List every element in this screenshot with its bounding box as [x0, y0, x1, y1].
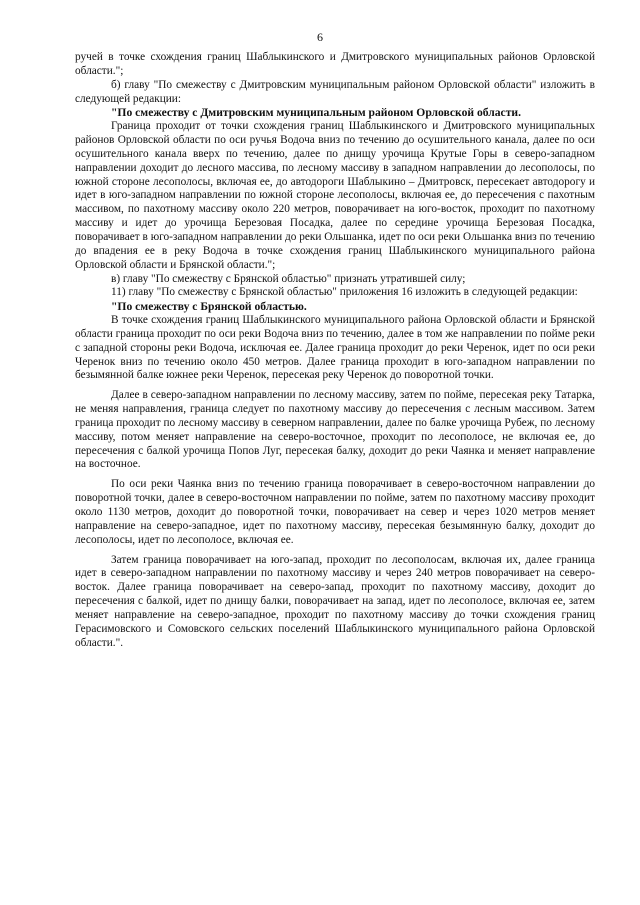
page-number: 6 [317, 30, 323, 44]
paragraph-bryansk-border-1: В точке схождения границ Шаблыкинского муниципального района Орловской области и Брянской области граница проходит по оси реки Водоча вниз по течению, далее в том же направлении по пойме реки с западной стороны реки Водоча, исключая ее. Далее граница проходит до реки Черенок, идет по оси реки Черенок вниз по течению около 450 метров. Далее граница проходит в юго-западном направлении по безымянной балке южнее реки Черенок, пересекая реку Черенок до поворотной точки. [75, 314, 595, 382]
paragraph-amendment-11: 11) главу "По смежеству с Брянской областью" приложения 16 изложить в следующей редакции: [111, 286, 578, 299]
paragraph-bryansk-border-4: Затем граница поворачивает на юго-запад, проходит по лесополосам, включая их, далее граница идет в северо-западном направлении по пахотному массиву и через 240 метров поворачивает на северо-восток. Далее граница поворачивает на северо-запад, проходит по пахотному массиву, доходит до пересечения с балкой, идет по днищу балки, поворачивает на запад, идет по лесополосе, включая ее, затем меняет направление на северо-западное, проходит по пахотному массиву до точки схождения границ Герасимовского и Сомовского сельских поселений Шаблыкинского муниципального района Орловской области.". [75, 553, 595, 649]
paragraph-bryansk-border-2: Далее в северо-западном направлении по лесному массиву, затем по пойме, пересекая реку Татарка, не меняя направления, граница следует по пахотному массиву до пересечения с лесным массивом. Затем граница проходит по лесному массиву в северном направлении, далее по балке урочища Рубеж, по лесному массиву, потом меняет направление на северо-восточное, проходит по лесополосе, не включая ее, до пересечения с балкой урочища Попов Луг, пересекая балку, доходит до реки Чаянка и меняет направление на восточное. [75, 389, 595, 471]
document-body [75, 51, 595, 650]
heading-dmitrovsky: "По смежеству с Дмитровским муниципальным районом Орловской области. [111, 106, 521, 120]
paragraph-amendment-b: б) главу "По смежеству с Дмитровским муниципальным районом Орловской области" изложить в следующей редакции: [75, 78, 595, 105]
paragraph-dmitrovsky-border: Граница проходит от точки схождения границ Шаблыкинского и Дмитровского муниципальных районов Орловской области по оси ручья Водоча вниз по течению до осушительного канала, далее по оси осушительного канала вверх по течению, далее по днищу урочища Крутые Горы в северо-западном направлении доходит до лесного массива, по лесному массиву в западном направлении до лесополосы, по южной стороне лесополосы, включая ее, до автодороги Шаблыкино – Дмитровск, пересекает автодорогу и идет в юго-западном направлении по южной стороне лесополосы, включая ее, до пересечения с пахотным массивом, по пахотному массиву около 220 метров, поворачивает на юго-восток, проходит по пахотному массиву и идет до урочища Березовая Посадка, далее по середине урочища Березовая Посадка, поворачивает в юго-западном направлении до реки Ольшанка, идет по оси реки Ольшанка вниз по течению до впадения ее в реку Водоча в точке схождения границ Шаблыкинского муниципального района Орловской области и Брянской области."; [75, 120, 595, 271]
paragraph-amendment-c: в) главу "По смежеству с Брянской областью" признать утратившей силу; [111, 272, 466, 285]
heading-bryansk: "По смежеству с Брянской областью. [111, 300, 307, 314]
paragraph-continuation: ручей в точке схождения границ Шаблыкинского и Дмитровского муниципальных районов Орловской области."; [75, 51, 595, 77]
paragraph-bryansk-border-3: По оси реки Чаянка вниз по течению граница поворачивает в северо-восточном направлении до поворотной точки, далее в северо-восточном направлении по пойме, затем по пахотному массиву проходит около 1130 метров, доходит до поворотной точки, поворачивает на север и через 1020 метров меняет направление на северо-западное, идет по пахотному массиву, пересекая безымянную балку, доходит до лесополосы, идет по лесополосе, включая ее. [75, 478, 595, 546]
